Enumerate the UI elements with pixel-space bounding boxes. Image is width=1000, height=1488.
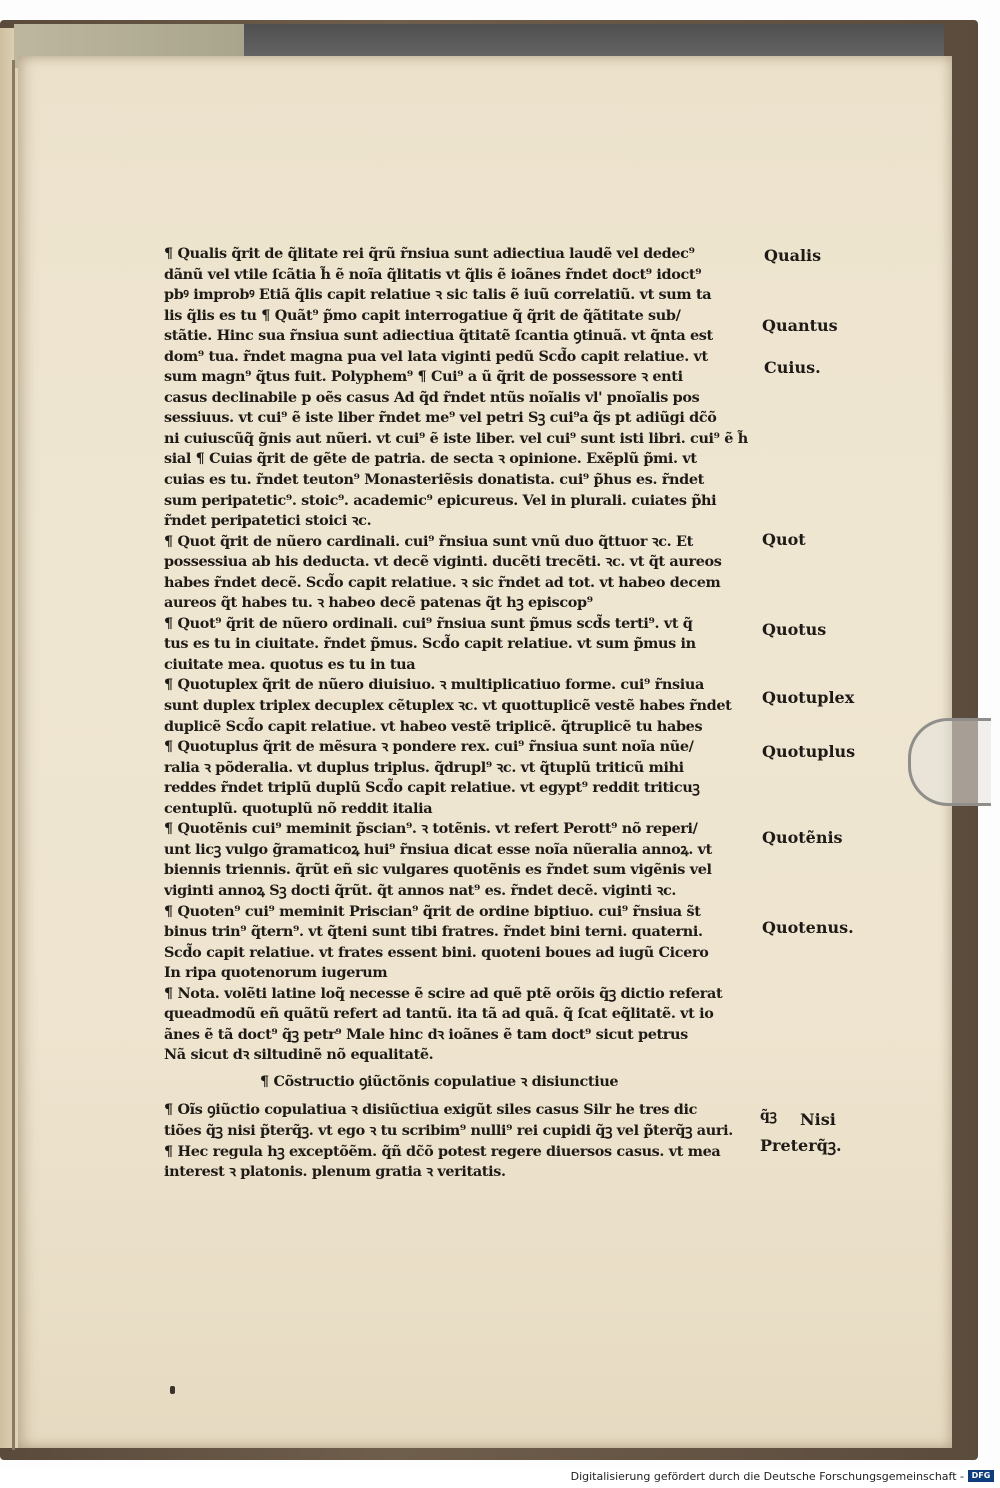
text-line: queadmodũ eñ quãtũ refert ad tantũ. ita tã ad quã. q̃ ſcat eq̃litatẽ. vt io (164, 1005, 714, 1023)
text-line: ¶ Hec regula hꝫ exceptõẽm. q̃ñ dc̃õ potest regere diuersos casus. vt mea (164, 1142, 721, 1160)
text-line: ciuitate mea. quotus es tu in tua (164, 655, 416, 673)
text-line: sunt duplex triplex decuplex cẽtuplex ꝛc. vt quottuplicẽ vestẽ habes r̃ndet (164, 697, 732, 715)
margin-note-quotus: Quotus (762, 620, 827, 639)
text-line: viginti annoꝝ Sꝫ docti q̃rũt. q̃t annos nat⁹ es. r̃ndet decẽ. viginti ꝛc. (164, 881, 677, 899)
text-line: stãtie. Hinc sua r̃nsiua sunt adiectiua q̃titatẽ ſcantia ꝯtinuã. vt q̃nta est (164, 327, 713, 345)
text-line: habes r̃ndet decẽ. Scd̃o capit relatiue. ꝛ sic r̃ndet ad tot. vt habeo decem (164, 573, 721, 591)
text-line: ¶ Quoten⁹ cui⁹ meminit Priscian⁹ q̃rit de ordine biptiuo. cui⁹ r̃nsiua s̃t (164, 902, 701, 920)
text-line: ¶ Oĩs ꝯiũctio copulatiua ꝛ disiũctiua exigũt siles casus Silr he tres dic (164, 1101, 698, 1119)
text-line: sial ¶ Cuias q̃rit de gẽte de patria. de secta ꝛ opinione. Exẽplũ p̃mi. vt (164, 450, 697, 468)
digitization-credit: Digitalisierung gefördert durch die Deutsche Forschungsgemeinschaft - (570, 1470, 964, 1483)
text-line: r̃ndet peripatetici stoici ꝛc. (164, 512, 372, 530)
text-line: lis q̃lis es tu ¶ Quãt⁹ p̃mo capit interrogatiue q̃ q̃rit de q̃ãtitate sub/ (164, 306, 681, 324)
dfg-logo: DFG (968, 1470, 994, 1482)
text-line: binus trin⁹ q̃tern⁹. vt q̃teni sunt tibi fratres. r̃ndet bini terni. quaterni. (164, 923, 703, 941)
text-line: ¶ Quot⁹ q̃rit de nũero ordinali. cui⁹ r̃nsiua sunt p̃mus scd̃s terti⁹. vt q̃ (164, 614, 693, 632)
margin-note-quotenus: Quotenus. (762, 918, 854, 937)
margin-note-quotenis: Quotẽnis (762, 828, 843, 847)
text-line: Scd̃o capit relatiue. vt frates essent bini. quoteni boues ad iugũ Cicero (164, 943, 709, 961)
text-line: tiões q̃ꝫ nisi p̃terq̃ꝫ. vt ego ꝛ tu scribim⁹ nulli⁹ rei cupidi q̃ꝫ vel p̃terq̃ꝫ auri. (164, 1121, 733, 1139)
text-line: cuias es tu. r̃ndet teuton⁹ Monasteriẽsis donatista. cui⁹ p̃hus es. r̃ndet (164, 471, 704, 489)
margin-note-nisi: Nisi (800, 1110, 836, 1129)
text-line: dãnũ vel vtile ſcãtia h̃ ẽ noĩa q̃litatis vt q̃lis ẽ ioãnes r̃ndet doct⁹ idoct⁹ (164, 265, 702, 283)
text-line: possessiua ab his deducta. vt decẽ viginti. ducẽti trecẽti. ꝛc. vt q̃t aureos (164, 553, 722, 571)
text-line: ¶ Quotuplus q̃rit de mẽsura ꝛ pondere rex. cui⁹ r̃nsiua sunt noĩa nũe/ (164, 738, 694, 756)
text-line: biennis triennis. q̃rũt eñ sic vulgares quotẽnis es r̃ndet sum vigẽnis vel (164, 861, 712, 879)
page-clip (908, 718, 991, 806)
text-line: interest ꝛ platonis. plenum gratia ꝛ veritatis. (164, 1163, 506, 1181)
text-line: ¶ Quot q̃rit de nũero cardinali. cui⁹ r̃nsiua sunt vnũ duo q̃ttuor ꝛc. Et (164, 532, 693, 550)
margin-note-quotuplus: Quotuplus (762, 742, 856, 761)
text-line: centuplũ. quotuplũ nõ reddit italia (164, 799, 433, 817)
text-line: pbꝰ improbꝰ Etiã q̃lis capit relatiue ꝛ sic talis ẽ iuũ correlatiũ. vt sum ta (164, 286, 712, 304)
text-line: sum peripatetic⁹. stoic⁹. academic⁹ epicureus. Vel in plurali. cuiates p̃hi (164, 491, 717, 509)
text-line: ¶ Nota. volẽti latine loq̃ necesse ẽ scire ad quẽ ptẽ orõis q̃ꝫ dictio referat (164, 984, 723, 1002)
text-line: tus es tu in ciuitate. r̃ndet p̃mus. Scd̃o capit relatiue. vt sum p̃mus in (164, 635, 696, 653)
text-line: In ripa quotenorum iugerum (164, 964, 388, 982)
main-text-block (164, 244, 764, 1183)
text-line: reddes r̃ndet triplũ duplũ Scd̃o capit relatiue. vt egypt⁹ reddit triticuꝫ (164, 779, 700, 797)
text-line: unt licꝫ vulgo g̃ramaticoꝝ hui⁹ r̃nsiua dicat esse noĩa nũeralia annoꝝ. vt (164, 840, 712, 858)
text-line: ¶ Quotẽnis cui⁹ meminit p̃scian⁹. ꝛ totẽnis. vt refert Perott⁹ nõ reperi/ (164, 820, 698, 838)
text-line: ãnes ẽ tã doct⁹ q̃ꝫ petr⁹ Male hinc dꝛ ioãnes ẽ tam doct⁹ sicut petrus (164, 1025, 688, 1043)
text-line: ¶ Cõstructio ꝯiũctõnis copulatiue ꝛ disiunctiue (260, 1072, 619, 1090)
text-line: Nã sicut dꝛ siltudinẽ nõ equalitatẽ. (164, 1046, 434, 1064)
text-line: ni cuiuscũq̃ g̃nis aut nũeri. vt cui⁹ ẽ iste liber. vel cui⁹ sunt isti libri. cui⁹ ẽ h̃ (164, 429, 748, 447)
text-line: sessiuus. vt cui⁹ ẽ iste liber r̃ndet me⁹ vel petri Sꝫ cui⁹a q̃s pt adiũgi dc̃õ (164, 409, 717, 427)
text-line: sum magn⁹ q̃tus fuit. Polyphem⁹ ¶ Cui⁹ a ũ q̃rit de possessore ꝛ enti (164, 368, 683, 386)
margin-note-qualis: Qualis (764, 246, 822, 265)
text-line: ¶ Quotuplex q̃rit de nũero diuisiuo. ꝛ multiplicatiuo forme. cui⁹ r̃nsiua (164, 676, 704, 694)
text-line: aureos q̃t habes tu. ꝛ habeo decẽ patenas q̃t hꝫ episcop⁹ (164, 594, 593, 612)
margin-note-quotuplex: Quotuplex (762, 688, 855, 707)
margin-note-quantus: Quantus (762, 316, 838, 335)
text-line: dom⁹ tua. r̃ndet magna pua vel lata viginti pedũ Scd̃o capit relatiue. vt (164, 347, 708, 365)
ink-mark (170, 1386, 175, 1394)
margin-note-quam: q̃ꝫ (760, 1108, 777, 1124)
text-line: casus declinabile p oẽs casus Ad q̃d r̃ndet ntũs noĩalis vl' pnoĩalis pos (164, 388, 700, 406)
text-line: duplicẽ Scd̃o capit relatiue. vt habeo vestẽ triplicẽ. q̃truplicẽ tu habes (164, 717, 703, 735)
text-line: ¶ Qualis q̃rit de q̃litate rei q̃rũ r̃nsiua sunt adiectiua laudẽ vel dedec⁹ (164, 245, 695, 262)
margin-note-cuius: Cuius. (764, 358, 821, 377)
margin-note-preterquam: Preterq̃ꝫ. (760, 1136, 842, 1155)
margin-note-quot: Quot (762, 530, 806, 549)
text-line: ralia ꝛ põderalia. vt duplus triplus. q̃drupl⁹ ꝛc. vt q̃tuplũ triticũ mihi (164, 758, 684, 776)
page-gutter (12, 60, 15, 1450)
